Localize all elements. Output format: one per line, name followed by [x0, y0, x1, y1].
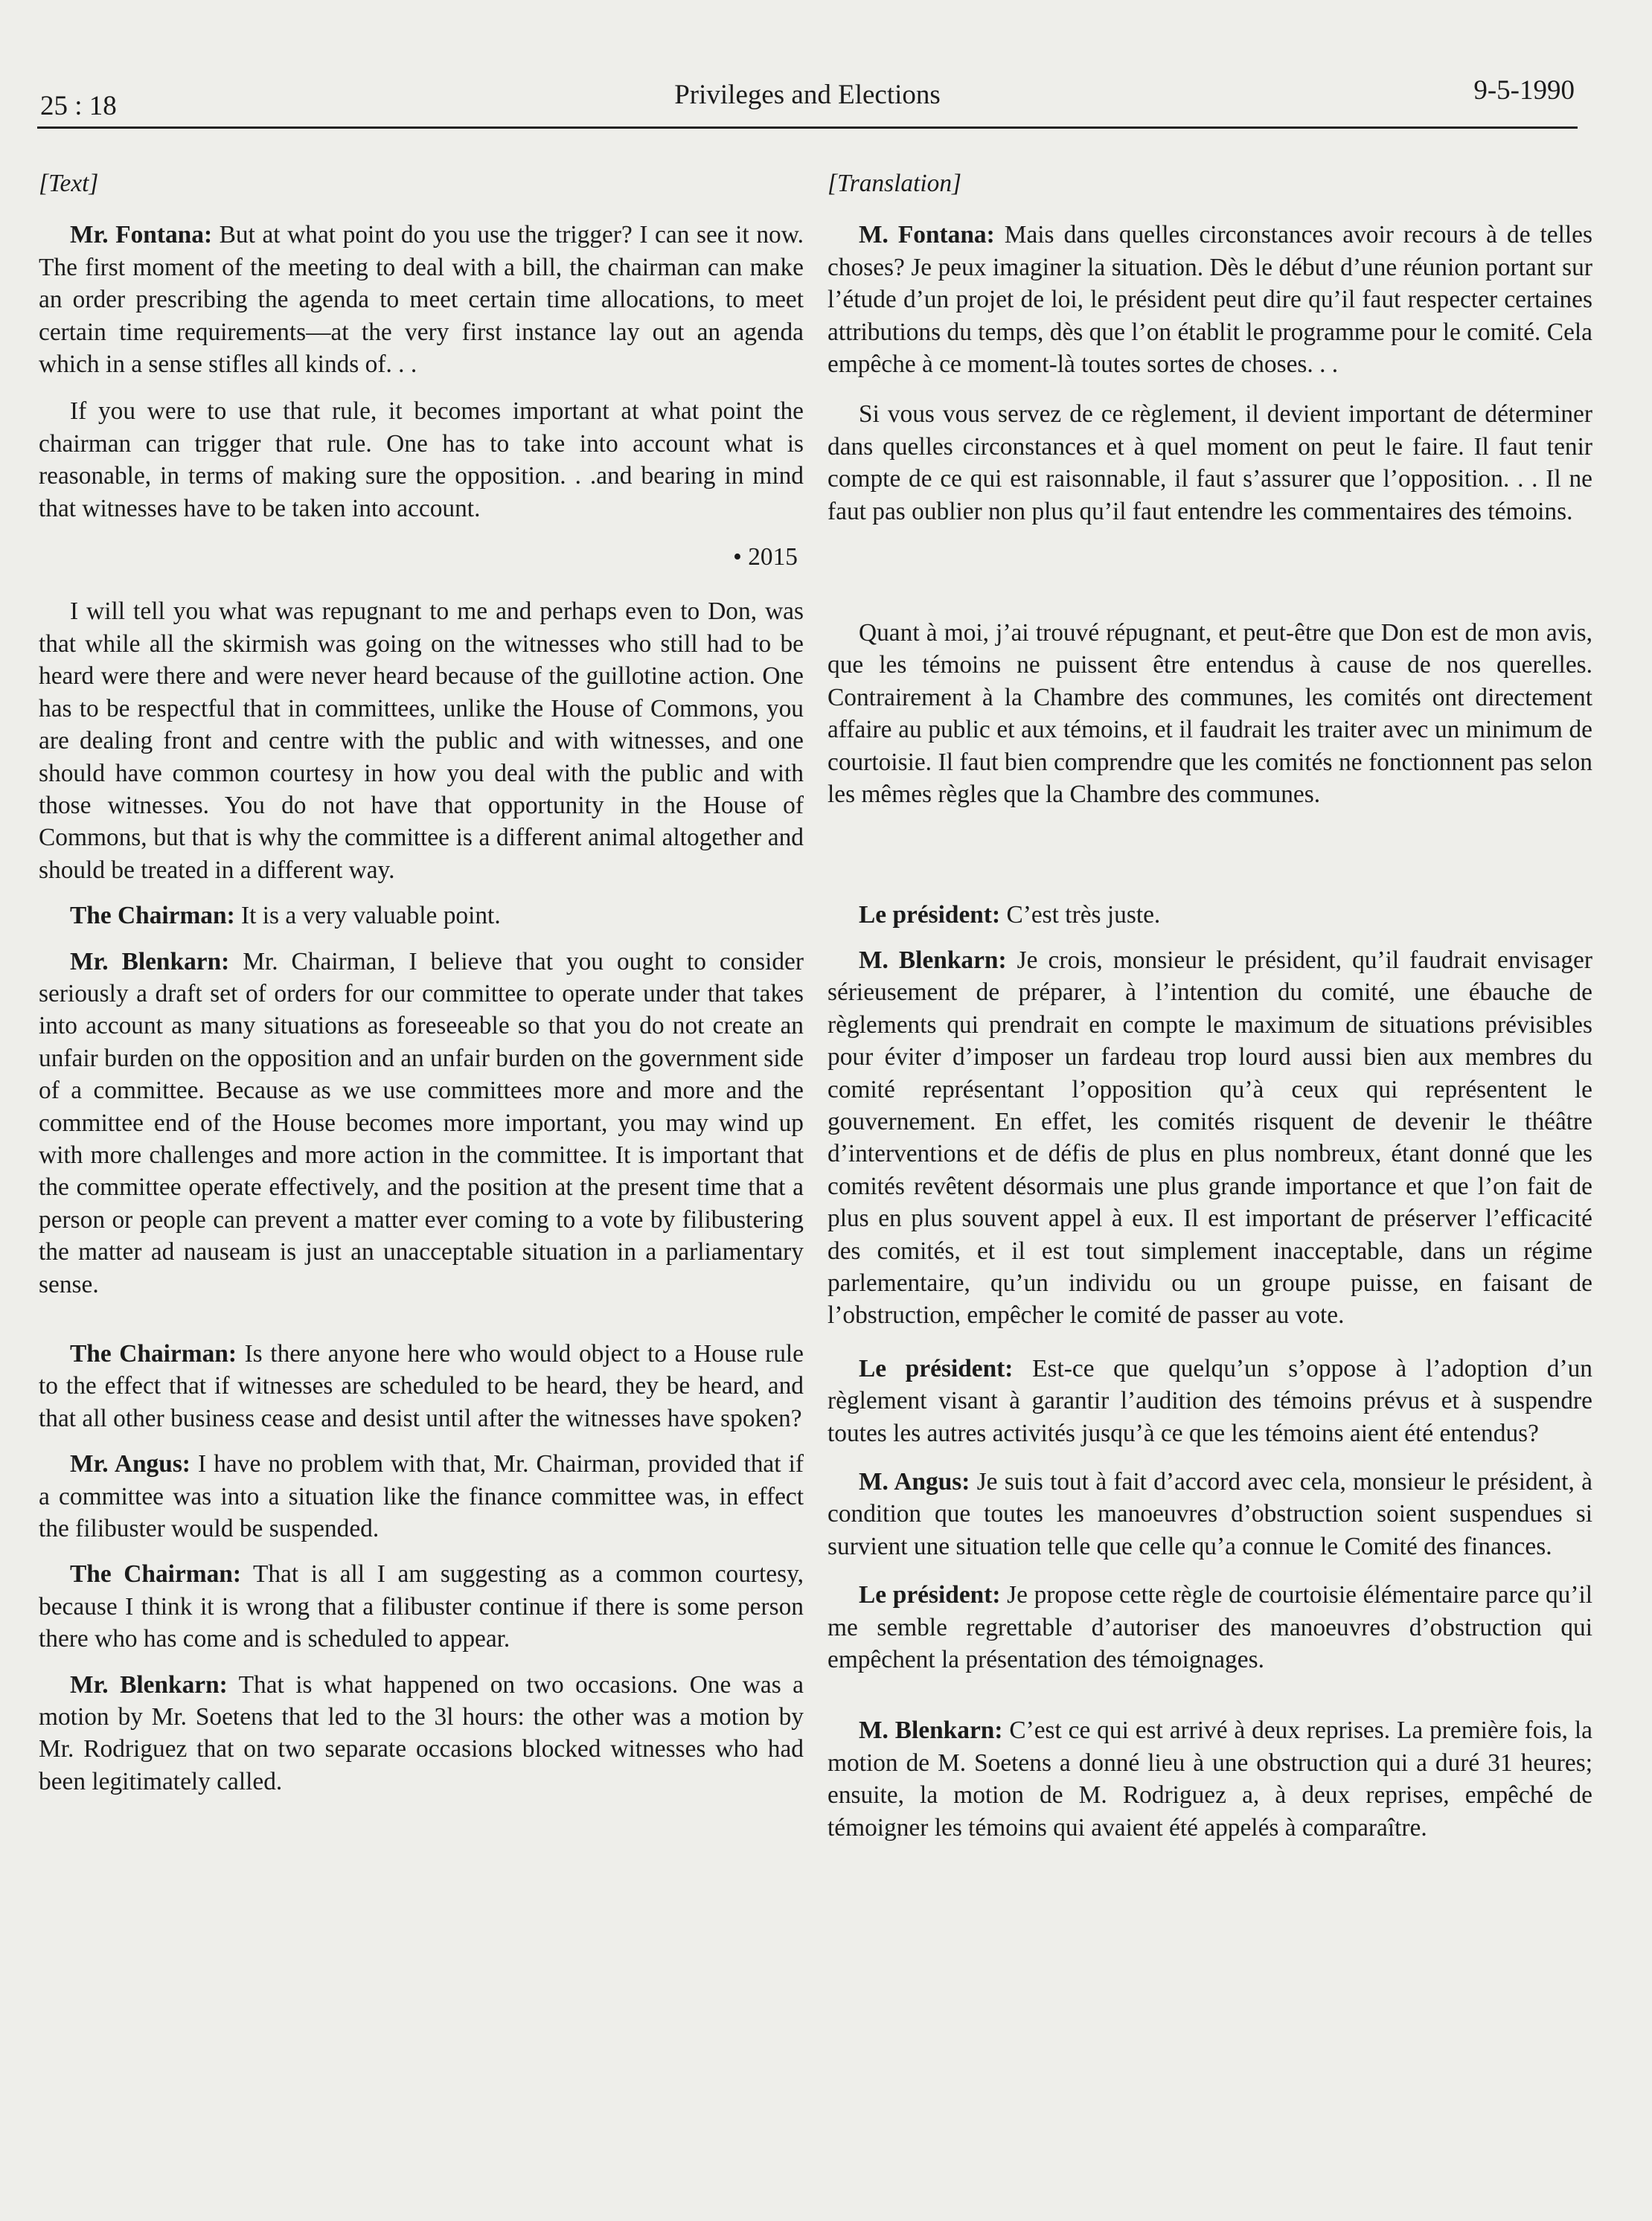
paragraph-blenkarn-2-fr: [827, 1714, 1592, 1844]
speech-text: That is what happened on two occasions. One was a motion by Mr. Soetens that led to the 3l hours: the other was a motion by Mr. Rodriguez that on two separate occasions blocked witnesses who had been legitimately called.: [39, 1670, 804, 1795]
page-reference: 25 : 18: [40, 91, 117, 121]
speech-text: That is all I am suggesting as a common courtesy, because I think it is wrong that a filibuster continue if there is some person there who has come and is scheduled to appear.: [39, 1560, 804, 1653]
speech-text: But at what point do you use the trigger? I can see it now. The first moment of the meeting to deal with a bill, the chairman can make an order prescribing the agenda to meet certain time allocations, to meet certain time requirements—at the very first instance lay out an agenda which in a sense stifles all kinds of. . .: [39, 221, 804, 379]
speech-text: Est-ce que quelqu’un s’oppose à l’adoption d’un règlement visant à garantir l’audition des témoins prévus et à suspendre toutes les autres activités jusqu’à ce que les témoins aient été entendus?: [827, 1354, 1592, 1447]
paragraph-fontana-repugnant: I will tell you what was repugnant to me and perhaps even to Don, was that while all the skirmish was going on the witnesses who still had to be heard were there and were never heard because of the guillotine action. One has to be respectful that in committees, unlike the House of Commons, you are dealing front and centre with the public and with witnesses, and one should have common courtesy in how you deal with the public and with those witnesses. You do not have that opportunity in the House of Commons, but that is why the committee is a different animal altogether and should be treated in a different way.: [39, 597, 804, 884]
paragraph-blenkarn-1-fr: [827, 944, 1592, 1332]
paragraph-angus-fr: [827, 1466, 1592, 1563]
translation-label: [Translation]: [827, 170, 962, 197]
speaker-name: Le président:: [859, 900, 1001, 929]
speaker-name: Mr. Blenkarn:: [70, 1670, 228, 1699]
speech-text: Mais dans quelles circonstances avoir recours à de telles choses? Je peux imaginer la situation. Dès le début d’une réunion portant sur l’étude d’un projet de loi, le président peut dire qu’il faut respecter certaines attributions du temps, dès que l’on établit le programme pour le comité. Cela empêche à ce moment-là toutes sortes de choses. . .: [827, 221, 1593, 379]
speech-text: Mr. Chairman, I believe that you ought to consider seriously a draft set of orders for our committee to operate under that takes into account as many situations as foreseeable so that you do not create an unfair burden on the opposition and an unfair burden on the government side of a committee. Because as we use committees more and more and the committee end of the House becomes more important, you may wind up with more challenges and more action in the committee. It is important that the committee operate effectively, and the position at the present time that a person or people can prevent a matter ever coming to a vote by filibustering the matter ad nauseam is just an unacceptable situation in a parliamentary sense.: [39, 947, 804, 1298]
speech-text: Je crois, monsieur le président, qu’il faudrait envisager sérieusement de préparer, à l’intention du comité, une ébauche de règlements qui prendrait en compte le maximum de situations prévisibles pour éviter d’imposer un fardeau trop lourd aussi bien aux membres du comité représentant l’opposition qu’à ceux qui représentent le gouvernement. En effet, les comités risquent de devenir le théâtre d’interventions et de défis de plus en plus nombreux, étant donné que les comités revêtent désormais une plus grande importance et que l’on fait de plus en plus souvent appel à eux. Il est important de préserver l’efficacité des comités, et il est tout simplement inacceptable, dans un régime parlementaire, qu’un individu ou un groupe puisse, en faisant de l’obstruction, empêcher le comité de passer au vote.: [827, 946, 1592, 1330]
time-marker: • 2015: [733, 543, 798, 571]
paragraph-chairman-1: [39, 900, 804, 932]
speaker-name: The Chairman:: [70, 1560, 241, 1589]
paragraph-president-3: [827, 1579, 1592, 1676]
paragraph-chairman-2: [39, 1338, 804, 1435]
speaker-name: Le président:: [859, 1581, 1001, 1609]
speaker-name: M. Blenkarn:: [859, 1717, 1003, 1745]
speaker-name: M. Angus:: [859, 1468, 970, 1496]
paragraph-fontana-repugnant-fr: Quant à moi, j’ai trouvé répugnant, et peut-être que Don est de mon avis, que les témoins ne puissent être entendus à cause de nos querelles. Contrairement à la Chambre des communes, les comités ont directement affaire au public et aux témoins, et il faudrait les traiter avec un minimum de courtoisie. Il faut bien comprendre que les comités ne fonctionnent pas selon les mêmes règles que la Chambre des communes.: [827, 619, 1592, 809]
paragraph-president-2: [827, 1353, 1592, 1449]
speech-text: Is there anyone here who would object to a House rule to the effect that if witnesses are scheduled to be heard, they be heard, and that all other business cease and desist until after the witnesses have spoken?: [39, 1340, 804, 1432]
speech-text: I have no problem with that, Mr. Chairman, provided that if a committee was into a situation like the finance committee was, in effect the filibuster would be suspended.: [39, 1450, 804, 1543]
paragraph-angus: [39, 1448, 804, 1545]
speech-text: Je suis tout à fait d’accord avec cela, monsieur le président, à condition que toutes les manoeuvres d’obstruction soient suspendues si survient une situation telle que celle qu’a connue le Comité des finances.: [827, 1468, 1592, 1560]
speech-text: C’est ce qui est arrivé à deux reprises. La première fois, la motion de M. Soetens a donné lieu à une obstruction qui a duré 31 heures; ensuite, la motion de M. Rodriguez a, à deux reprises, empêché de témoigner les témoins qui avaient été appelés à comparaître.: [827, 1717, 1592, 1842]
speaker-name: Le président:: [859, 1354, 1014, 1382]
paragraph-fontana-cont: If you were to use that rule, it becomes important at what point the chairman can trigger that rule. One has to take into account what is reasonable, in terms of making sure the opposition. . .and bearing in mind that witnesses have to be taken into account.: [39, 397, 804, 522]
speaker-name: Mr. Angus:: [70, 1450, 191, 1478]
paragraph-fontana-cont-fr: Si vous vous servez de ce règlement, il devient important de déterminer dans quelles circonstances et à quel moment on peut le faire. Il faut tenir compte de ce qui est raisonnable, il faut s’assurer que l’opposition. . . Il ne faut pas oublier non plus qu’il faut entendre les commentaires des témoins.: [827, 400, 1592, 525]
speech-text: C’est très juste.: [1000, 900, 1161, 929]
paragraph-blenkarn-2: [39, 1669, 804, 1798]
header-date: 9-5-1990: [1473, 75, 1575, 106]
speaker-name: M. Blenkarn:: [859, 946, 1007, 974]
speech-text: It is a very valuable point.: [234, 902, 501, 930]
running-title: Privileges and Elections: [674, 80, 941, 110]
page-header: [37, 74, 1578, 129]
speech-text: Je propose cette règle de courtoisie élémentaire parce qu’il me semble regrettable d’autoriser des manoeuvres d’obstruction qui empêchent la présentation des témoignages.: [827, 1581, 1593, 1674]
paragraph-fontana-fr: [827, 219, 1592, 380]
speaker-name: Mr. Fontana:: [70, 221, 213, 249]
french-column: [827, 167, 1592, 1844]
paragraph-fontana: [39, 219, 804, 380]
speaker-name: The Chairman:: [70, 902, 235, 930]
paragraph-blenkarn-1: [39, 946, 804, 1301]
english-column: [39, 167, 804, 1798]
speaker-name: The Chairman:: [70, 1340, 237, 1368]
speaker-name: Mr. Blenkarn:: [70, 947, 230, 975]
text-label: [Text]: [39, 170, 99, 197]
speaker-name: M. Fontana:: [859, 221, 995, 249]
paragraph-president-1: [827, 899, 1592, 931]
paragraph-chairman-3: [39, 1558, 804, 1655]
